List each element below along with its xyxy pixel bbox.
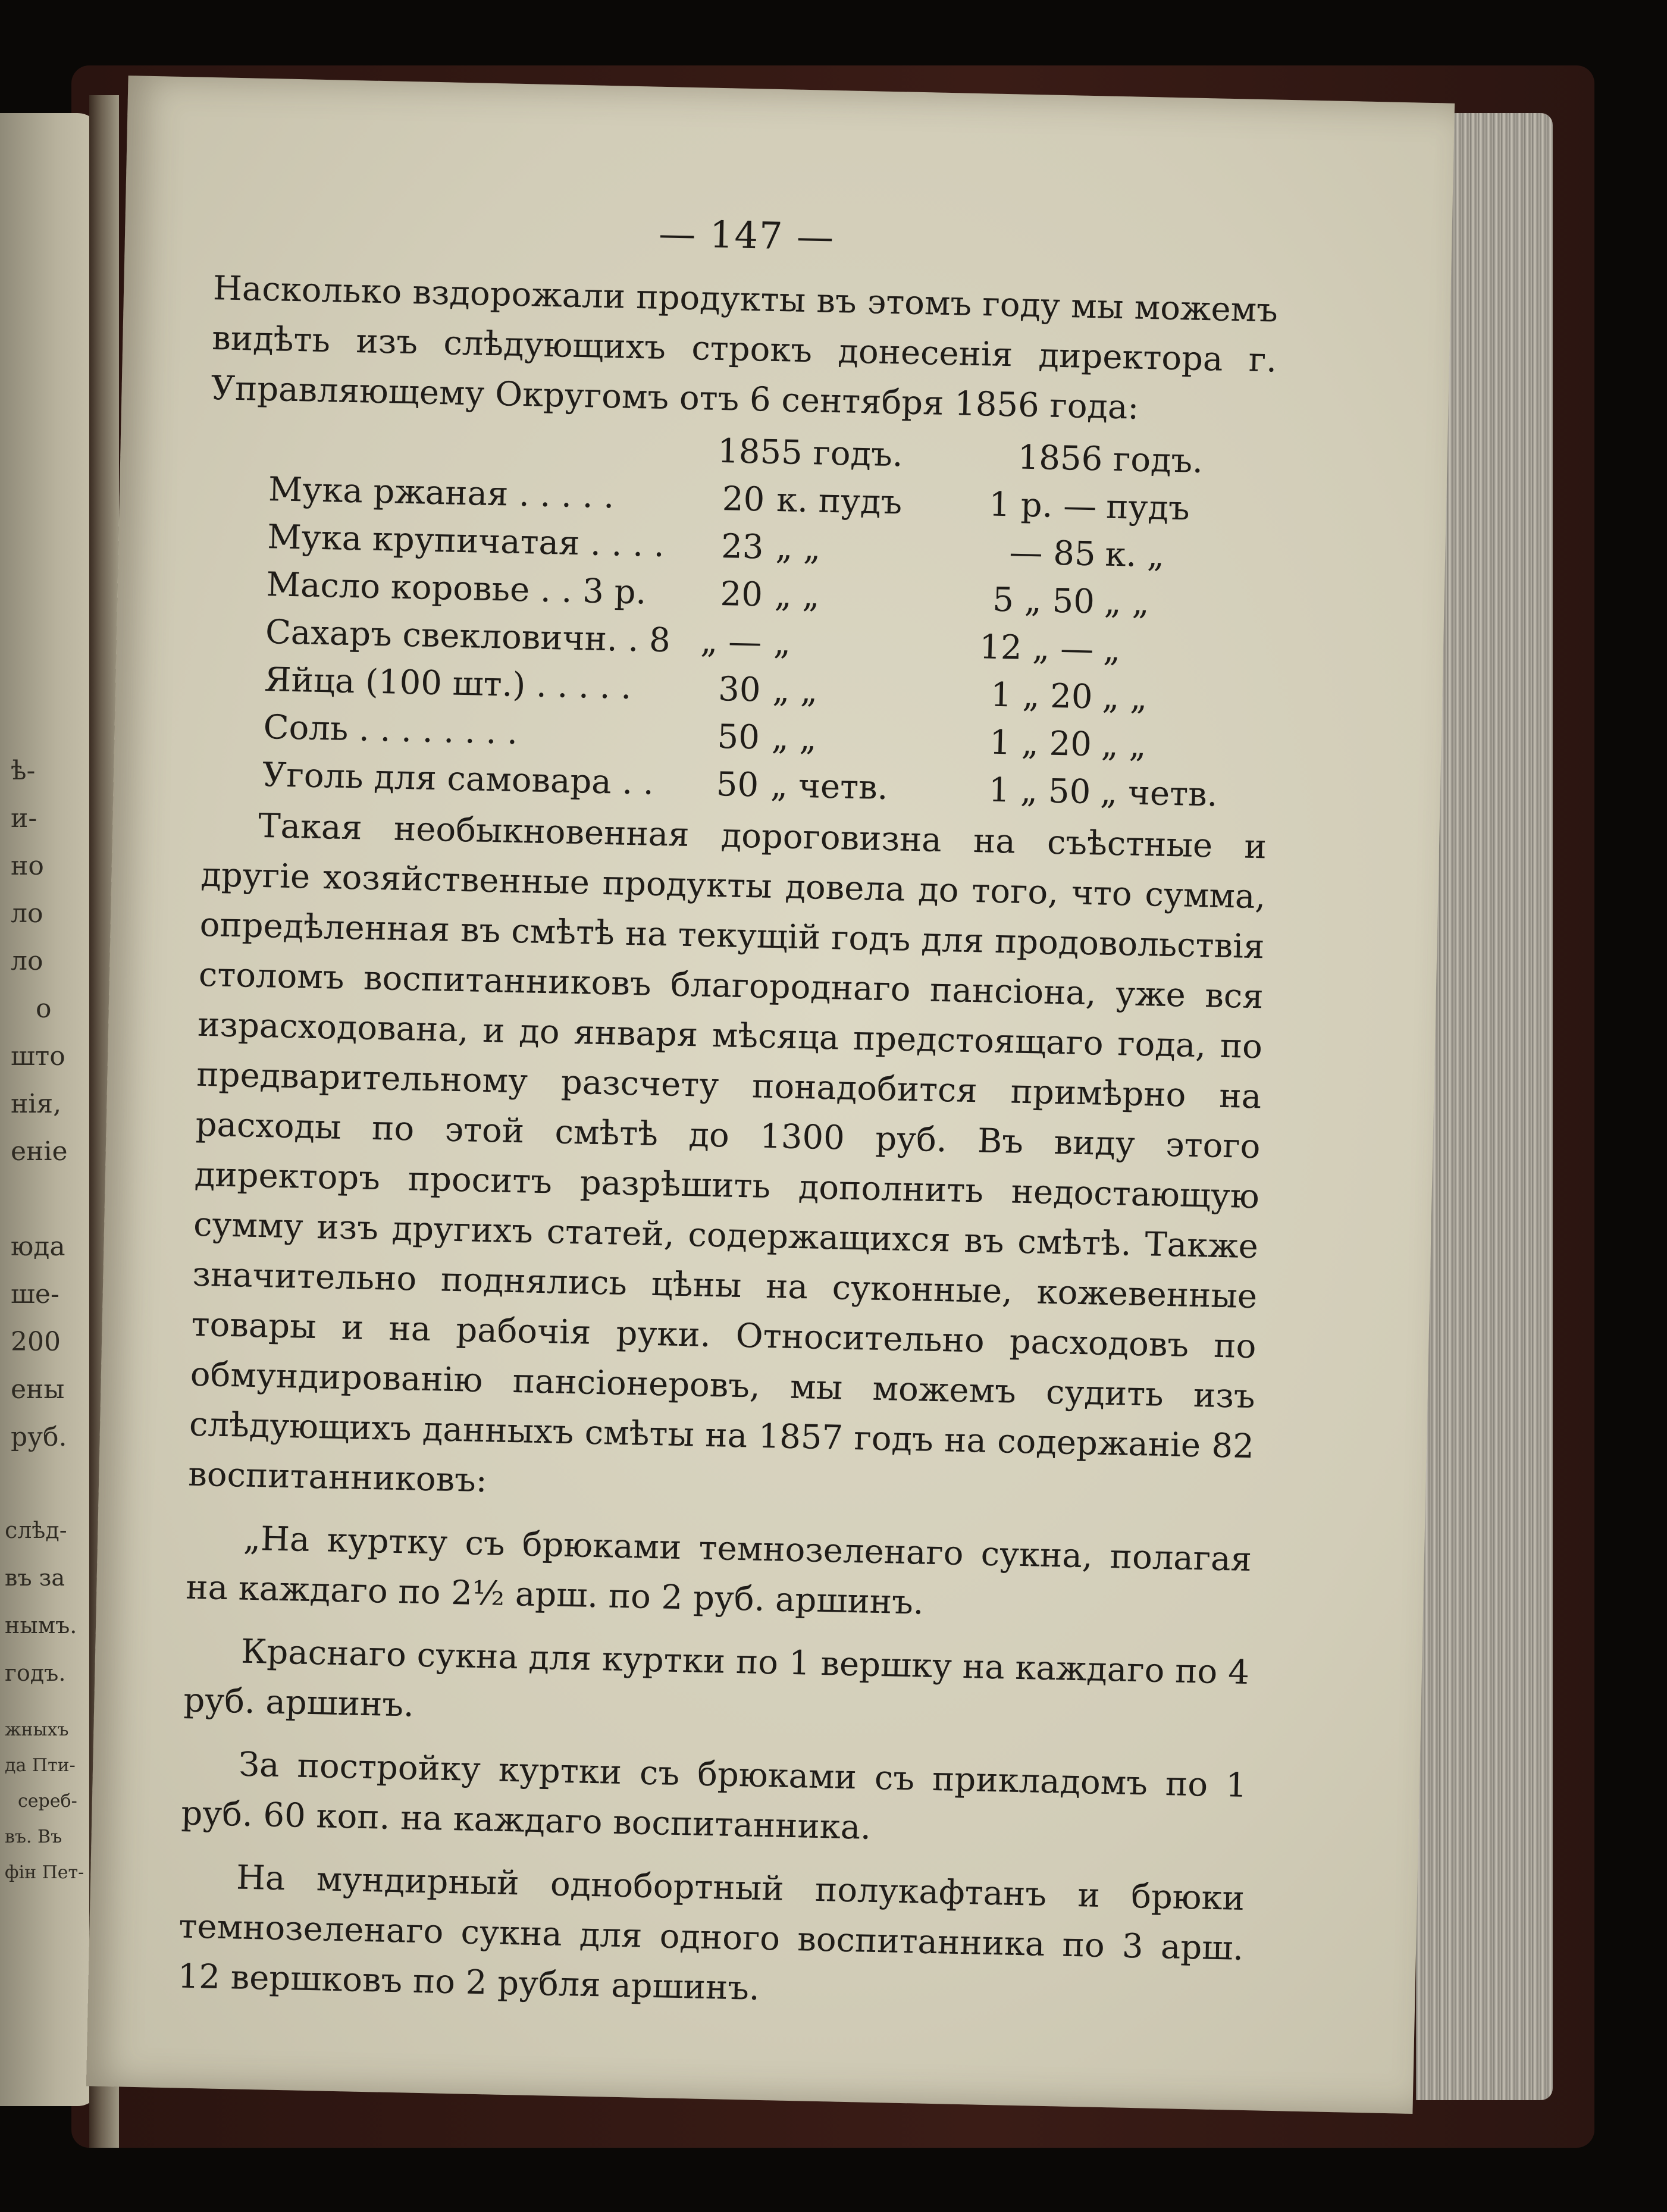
unit-1856: „ „ [1101, 678, 1148, 718]
previous-page-fragment: да Пти- [5, 1755, 76, 1776]
previous-page-edge [0, 113, 101, 2106]
previous-page-fragment: ше- [11, 1279, 59, 1309]
previous-page-fragment: въ. Въ [5, 1826, 62, 1847]
price-1855: „ — [700, 622, 762, 662]
previous-page-fragment: и- [11, 803, 37, 834]
price-1856: 1 р. — [988, 485, 1097, 527]
unit-1855: „ „ [775, 528, 822, 568]
previous-page-fragment: еніе [11, 1136, 68, 1167]
unit-1856: „ „ [1104, 582, 1150, 623]
previous-page-fragment: 200 [11, 1327, 61, 1357]
previous-page-fragment: годъ. [5, 1660, 66, 1686]
item-name: Уголь для самовара . . [262, 756, 654, 803]
price-1856: 1 „ 20 [990, 675, 1093, 717]
unit-1855: к. пудъ [776, 481, 903, 522]
book-page [86, 76, 1455, 2114]
price-1855: 30 [717, 670, 762, 710]
intro-paragraph: Насколько вздорожали продукты въ этомъ году мы можемъ видѣть изъ слѣдующихъ строкъ донесенія директора г. Управляющему Округомъ отъ 6 сентября 1856 года: [210, 269, 1279, 427]
previous-page-fragment: руб. [11, 1422, 67, 1452]
item-name: Яйца (100 шт.) . . . . . [264, 660, 632, 707]
item-name: Мука крупичатая . . . . [267, 518, 665, 565]
body-paragraph: Такая необыкновенная дороговизна на съѣстные и другіе хозяйственные продукты довела до того, что сумма, опредѣленная въ смѣтѣ на текущій годъ для продовольствія столомъ воспитанниковъ благороднаго пансіона, уже вся израсходована, и до января мѣсяца предстоящаго года, по предварительному разсчету понадобится примѣрно на расходы по этой смѣтѣ до 1300 руб. Въ виду этого директоръ проситъ разрѣшить дополнить недостающую сумму изъ другихъ статей, содержащихся въ смѣтѣ. Также значительно поднялись цѣны на суконные, кожевенные товары и на рабочія руки. Относительно расходовъ по обмундированію пансіонеровъ, мы можемъ судить изъ слѣдующихъ данныхъ смѣты на 1857 годъ на содержаніе 82 воспитанниковъ: [187, 806, 1267, 1500]
previous-page-fragment: нія, [11, 1089, 62, 1119]
quote-paragraph: Краснаго сукна для куртки по 1 вершку на каждаго по 4 руб. аршинъ. [183, 1632, 1250, 1725]
unit-1856: к. „ [1104, 535, 1165, 575]
previous-page-fragment: ены [11, 1374, 65, 1405]
item-name: Мука ржаная . . . . . [268, 470, 615, 516]
item-name: Сахаръ свекловичн. . 8 [265, 613, 671, 660]
price-1855: 50 [716, 718, 760, 757]
quote-paragraph: На мундирный однобортный полукафтанъ и брюки темнозеленаго сукна для одного воспитанника по 3 арш. 12 вершковъ по 2 рубля аршинъ. [177, 1858, 1245, 2008]
quote-paragraph: За постройку куртки съ брюками съ прикладомъ по 1 руб. 60 коп. на каждаго воспитанника. [180, 1745, 1248, 1847]
previous-page-fragment: ло [11, 898, 43, 929]
previous-page-fragment: слѣд- [5, 1517, 67, 1543]
previous-page-fragment: юда [11, 1232, 65, 1262]
price-1856: 1 „ 50 [988, 770, 1091, 812]
header-1855: 1855 годъ. [717, 431, 904, 475]
previous-page-fragment: но [11, 851, 44, 881]
previous-page-fragment: што [11, 1041, 65, 1071]
item-name: Масло коровье . . 3 р. [266, 565, 647, 612]
previous-page-fragment: ѣ- [11, 756, 36, 786]
price-1855: 50 [716, 765, 759, 805]
previous-page-fragment: ло [11, 946, 43, 976]
unit-1856: „ [1102, 630, 1121, 670]
price-1855: 20 [719, 575, 763, 615]
unit-1855: „ „ [772, 671, 819, 711]
previous-page-fragment: нымъ. [5, 1612, 77, 1638]
price-1856: 12 „ — [979, 628, 1094, 669]
previous-page-fragment: жныхъ [5, 1719, 69, 1740]
previous-page-fragment: въ за [5, 1565, 65, 1591]
price-1856: 5 „ 50 [992, 580, 1095, 622]
item-name: Соль . . . . . . . . [263, 708, 518, 752]
unit-1856: „ „ [1101, 725, 1147, 766]
previous-page-fragment: фін Пет- [5, 1862, 84, 1883]
header-1856: 1856 годъ. [1017, 438, 1204, 481]
price-1856: 1 „ 20 [989, 723, 1092, 765]
unit-1855: „ „ [774, 575, 820, 616]
quote-paragraph: „На куртку съ брюками темнозеленаго сукна, полагая на каждаго по 2½ арш. по 2 руб. аршинъ. [185, 1519, 1252, 1622]
unit-1856: пудъ [1105, 487, 1190, 528]
page-text [177, 202, 1280, 2024]
unit-1855: „ [773, 623, 791, 663]
page-number: — 147 — [658, 211, 835, 259]
unit-1856: „ четв. [1099, 773, 1218, 814]
price-1855: 20 [722, 480, 765, 519]
price-1856: — 85 [1008, 533, 1096, 574]
previous-page-fragment: о [36, 994, 52, 1024]
unit-1855: „ „ [771, 718, 817, 759]
unit-1855: „ четв. [770, 766, 889, 808]
price-1855: 23 [720, 527, 764, 567]
previous-page-fragment: сереб- [18, 1791, 77, 1812]
price-table [202, 417, 1275, 820]
